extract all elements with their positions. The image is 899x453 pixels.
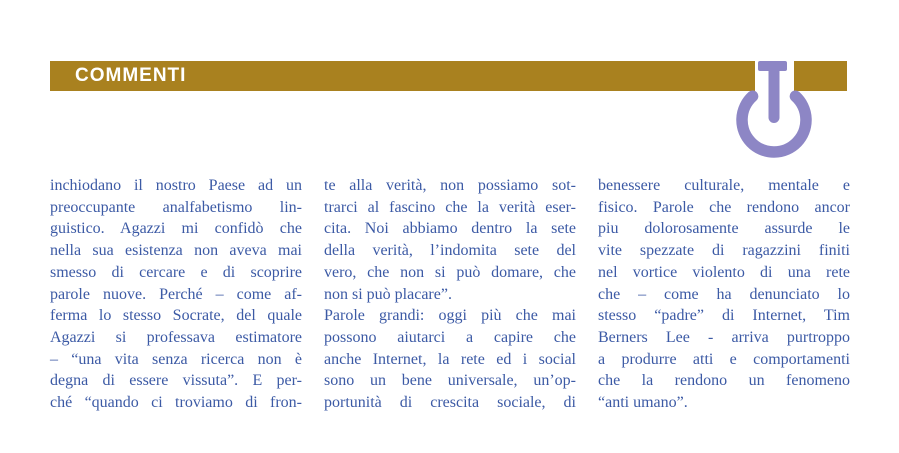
power-t-icon [732,58,816,168]
text-line: guistico. Agazzi mi confidò che [50,220,302,238]
text-line: a produrre atti e comportamenti [598,350,850,368]
text-line: trarci al fascino che la verità eser- [324,198,576,216]
text-line: parole nuove. Perché – come af- [50,285,302,303]
text-line: della verità, l’indomita sete del [324,242,576,260]
text-line: anche Internet, la rete ed i social [324,350,576,368]
text-line: benessere culturale, mentale e [598,177,850,194]
text-line: ché “quando ci troviamo di fron- [50,394,302,412]
text-line: “anti umano”. [598,394,688,412]
article-column-3 [598,175,850,414]
text-line: possono aiutarci a capire che [324,328,576,346]
text-line: che la rendono un fenomeno [598,372,850,390]
text-line: vite spezzate di ragazzini finiti [598,242,850,260]
article-column-1 [50,175,302,414]
text-line: portunità di crescita sociale, di [324,394,576,412]
text-line: Parole grandi: oggi più che mai [324,307,576,325]
text-line: piu dolorosamente assurde le [598,220,850,238]
text-line: Berners Lee - arriva purtroppo [598,328,850,346]
text-line: te alla verità, non possiamo sot- [324,177,576,194]
text-line: preoccupante analfabetismo lin- [50,198,302,216]
text-line: inchiodano il nostro Paese ad un [50,177,302,194]
text-line: fisico. Parole che rendono ancor [598,198,850,216]
text-line: ferma lo stesso Socrate, del quale [50,307,302,325]
text-line: nella sua esistenza non aveva mai [50,242,302,260]
text-line: cita. Noi abbiamo dentro la sete [324,220,576,238]
article-column-2 [324,175,576,414]
text-line: nel vortice violento di una rete [598,263,850,281]
text-line: stesso “padre” di Internet, Tim [598,307,850,325]
text-line: sono un bene universale, un’op- [324,372,576,390]
text-line: degna di essere vissuta”. E per- [50,372,302,390]
text-line: non si può placare”. [324,285,452,303]
text-line: vero, che non si può domare, che [324,263,576,281]
section-title: COMMENTI [75,65,187,86]
text-line: Agazzi si professava estimatore [50,328,302,346]
text-line: che – come ha denunciato lo [598,285,850,303]
text-line: – “una vita senza ricerca non è [50,350,302,368]
text-line: smesso di cercare e di scoprire [50,263,302,281]
